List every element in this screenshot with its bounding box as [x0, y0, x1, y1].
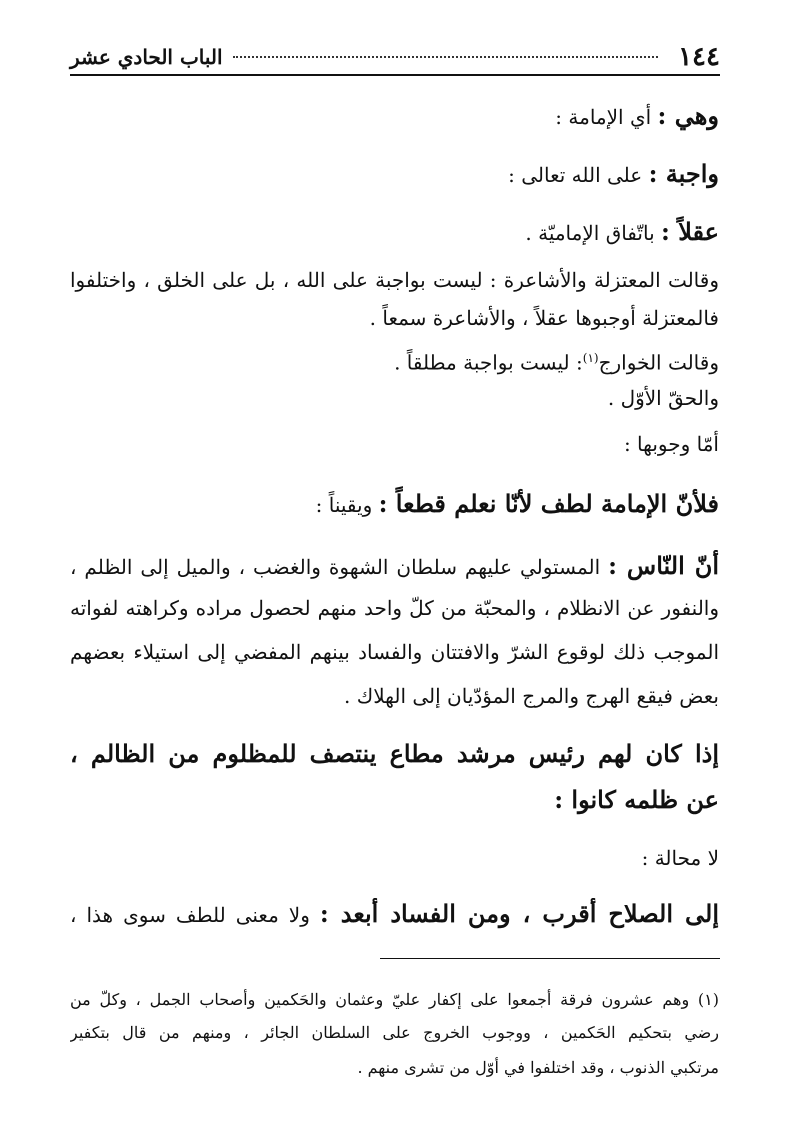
footnote-separator [380, 958, 720, 959]
text-line-9 [316, 488, 719, 521]
text-line-7: والحقّ الأوّل . [607, 386, 719, 410]
bold-term: فلأنّ الإمامة لطف لأنّا نعلم قطعاً : [378, 489, 719, 518]
text-line-4: وقالت المعتزلة والأشاعرة : ليست بواجبة على الله ، بل على الخلق ، واختلفوا [70, 268, 719, 292]
text-line-11: والنفور عن الانظلام ، والمحبّة من كلّ واحد منهم لحصول مراده وكراهته لفواته [70, 596, 719, 620]
chapter-title: الباب الحادي عشر [70, 45, 223, 69]
bold-term: واجبة : [648, 159, 719, 188]
text-line-16: لا محالة : [641, 846, 719, 870]
text-line-6 [394, 342, 719, 379]
running-header [70, 40, 720, 76]
text-line-8: أمّا وجوبها : [623, 432, 719, 456]
line-text: على الله تعالى : [508, 163, 649, 187]
footnote-line-2: رضي بتحكيم الحَكمين ، ووجوب الخروج على السلطان الجائر ، ومنهم من قال بتكفير [70, 1023, 719, 1042]
text-line-12: الموجب ذلك لوقوع الشرّ والافتتان والفساد بينهم المفضي إلى استيلاء بعضهم [70, 640, 719, 664]
line-text: ولا معنى للطف سوى هذا ، [70, 903, 320, 927]
footnote-line-1: (١) وهم عشرون فرقة أجمعوا على إكفار عليّ وعثمان والحَكمين وأصحاب الجمل ، وكلّ من [70, 990, 719, 1009]
text-line-13: بعض فيقع الهرج والمرج المؤدّيان إلى الهلاك . [344, 684, 719, 708]
text-line-5: فالمعتزلة أوجبوها عقلاً ، والأشاعرة سمعاً . [369, 306, 719, 330]
line-text: أي الإمامة : [555, 105, 658, 129]
page-number: ١٤٤ [678, 42, 720, 72]
bold-heading-line-1: إذا كان لهم رئيس مرشد مطاع ينتصف للمظلوم من الظالم ، [70, 739, 719, 768]
line-text: وقالت الخوارج [598, 350, 719, 375]
line-text: المستولي عليهم سلطان الشهوة والغضب ، والميل إلى الظلم ، [70, 555, 609, 579]
line-text: باتّفاق الإماميّة . [525, 221, 661, 245]
bold-term: أنّ النّاس : [608, 551, 719, 580]
line-text: : ليست بواجبة مطلقاً . [394, 350, 583, 375]
bold-term: إلى الصلاح أقرب ، ومن الفساد أبعد : [319, 899, 719, 928]
text-line-3 [525, 216, 719, 249]
text-line-1 [555, 100, 719, 133]
bold-heading-line-2: عن ظلمه كانوا : [554, 785, 719, 814]
footnote-ref: (١) [582, 351, 599, 365]
text-line-17 [70, 898, 719, 930]
bold-term: عقلاً : [661, 217, 719, 246]
footnote-line-3: مرتكبي الذنوب ، وقد اختلفوا في أوّل من تشرى منهم . [357, 1058, 719, 1077]
line-text: ويقيناً : [315, 493, 379, 517]
header-dot-leader [233, 56, 659, 58]
bold-term: وهي : [657, 101, 719, 130]
text-line-10 [70, 550, 719, 582]
text-line-2 [508, 158, 719, 191]
